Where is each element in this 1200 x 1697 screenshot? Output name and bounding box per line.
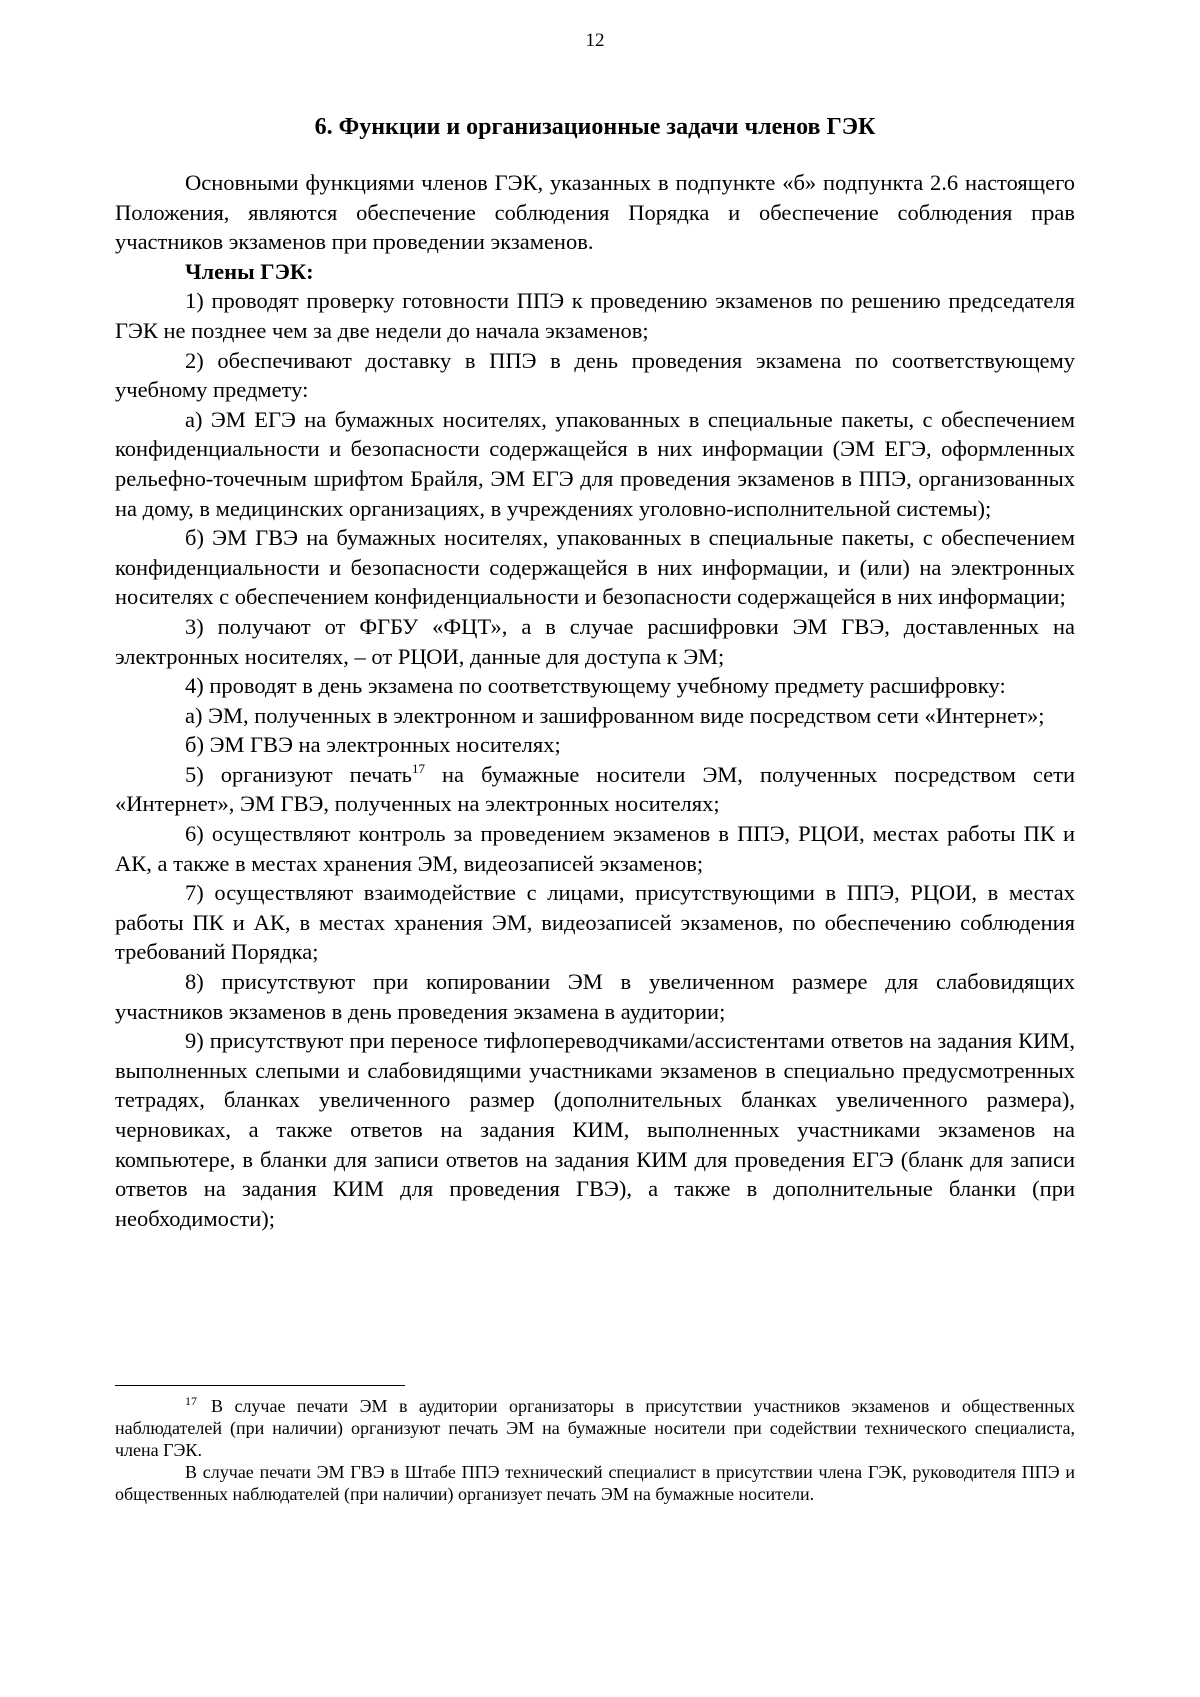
- footnote: В случае печати ЭМ ГВЭ в Штабе ППЭ технический специалист в присутствии члена ГЭК, руководителя ППЭ и общественных наблюдателей (при наличии) организует печать ЭМ на бумажные носители.: [115, 1462, 1075, 1504]
- paragraph: а) ЭМ ЕГЭ на бумажных носителях, упакованных в специальные пакеты, с обеспечением конфиденциальности и безопасности содержащейся в них информации (ЭМ ЕГЭ, оформленных рельефно-точечным шрифтом Брайля, ЭМ ЕГЭ для проведения экзаменов в ППЭ, организованных на дому, в медицинских организациях, в учреждениях уголовно-исполнительной системы);: [115, 406, 1075, 521]
- paragraph: 6) осуществляют контроль за проведением экзаменов в ППЭ, РЦОИ, местах работы ПК и АК, а также в местах хранения ЭМ, видеозаписей экзаменов;: [115, 821, 1075, 876]
- paragraph: 1) проводят проверку готовности ППЭ к проведению экзаменов по решению председателя ГЭК не позднее чем за две недели до начала экзаменов;: [115, 288, 1075, 343]
- paragraph: б) ЭМ ГВЭ на бумажных носителях, упакованных в специальные пакеты, с обеспечением конфиденциальности и безопасности содержащейся в них информации, и (или) на электронных носителях с обеспечением конфиденциальности и безопасности содержащейся в них информации;: [115, 525, 1075, 610]
- footnote-separator: [115, 1385, 405, 1386]
- paragraph-part: на бумажные носители ЭМ, полученных посредством сети «Интернет», ЭМ ГВЭ, полученных на электронных носителях;: [115, 761, 1075, 817]
- paragraph: 2) обеспечивают доставку в ППЭ в день проведения экзамена по соответствующему учебному предмету:: [115, 347, 1075, 403]
- footnotes: [115, 1395, 1075, 1505]
- paragraph: б) ЭМ ГВЭ на электронных носителях;: [185, 732, 561, 758]
- paragraph-members-label: Члены ГЭК:: [185, 258, 314, 284]
- paragraph: 9) присутствуют при переносе тифлопереводчиками/ассистентами ответов на задания КИМ, выполненных слепыми и слабовидящими участниками экзаменов в специально предусмотренных тетрадях, бланках увеличенного размер (дополнительных бланках увеличенного размера), черновиках, а также ответов на задания КИМ, выполненных участниками экзаменов на компьютере, в бланки для записи ответов на задания КИМ для проведения ЕГЭ (бланк для записи ответов на задания КИМ для проведения ГВЭ), а также в дополнительные бланки (при необходимости);: [115, 1028, 1075, 1231]
- footnote-reference[interactable]: 17: [411, 760, 425, 776]
- paragraph: 3) получают от ФГБУ «ФЦТ», а в случае расшифровки ЭМ ГВЭ, доставленных на электронных носителях, – от РЦОИ, данные для доступа к ЭМ;: [115, 613, 1075, 669]
- paragraph-with-footnote: [115, 760, 1075, 819]
- paragraph: а) ЭМ, полученных в электронном и зашифрованном виде посредством сети «Интернет»;: [185, 702, 1045, 728]
- body-text: [115, 168, 1075, 1233]
- footnote-number: 17: [185, 1394, 197, 1408]
- paragraph: 8) присутствуют при копировании ЭМ в увеличенном размере для слабовидящих участников экзаменов в день проведения экзамена в аудитории;: [115, 969, 1075, 1024]
- footnote: [115, 1395, 1075, 1461]
- paragraph: 7) осуществляют взаимодействие с лицами, присутствующими в ППЭ, РЦОИ, в местах работы ПК и АК, в местах хранения ЭМ, видеозаписей экзаменов, по обеспечению соблюдения требований Порядка;: [115, 880, 1075, 965]
- paragraph: Основными функциями членов ГЭК, указанных в подпункте «б» подпункта 2.6 настоящего Положения, являются обеспечение соблюдения Порядка и обеспечение соблюдения прав участников экзаменов при проведении экзаменов.: [115, 170, 1075, 255]
- section-heading: 6. Функции и организационные задачи членов ГЭК: [314, 114, 876, 140]
- page-number: 12: [585, 30, 605, 51]
- paragraph: 4) проводят в день экзамена по соответствующему учебному предмету расшифровку:: [185, 673, 1006, 699]
- paragraph-part: 5) организуют печать: [185, 761, 412, 787]
- footnote-text: В случае печати ЭМ в аудитории организаторы в присутствии участников экзаменов и общественных наблюдателей (при наличии) организуют печать ЭМ на бумажные носители при содействии технического специалиста, члена ГЭК.: [115, 1396, 1075, 1460]
